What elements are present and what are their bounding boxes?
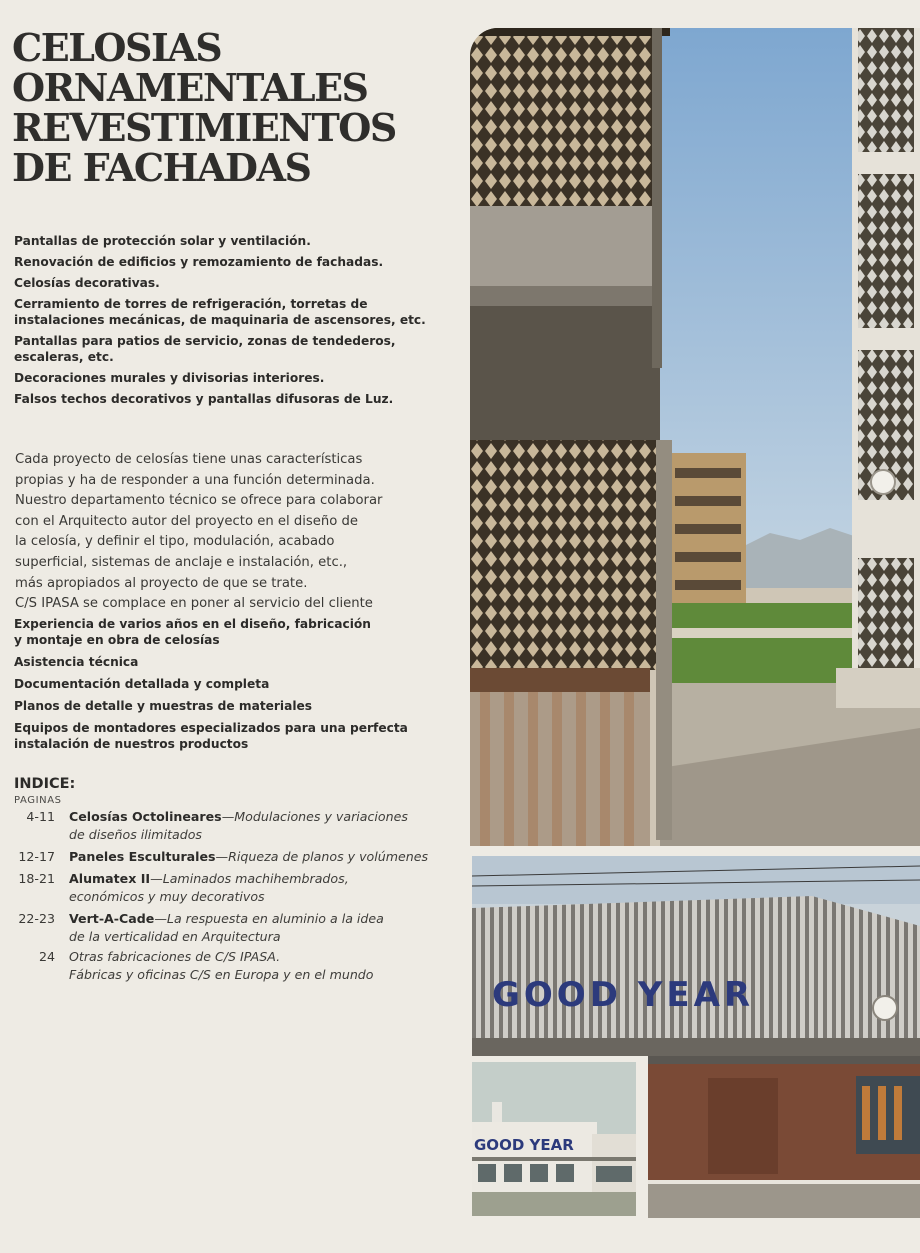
application-item: Pantallas para patios de servicio, zonas de tendederos, escaleras, etc. bbox=[14, 334, 396, 364]
toc-description-cont: de diseños ilimitados bbox=[69, 827, 202, 842]
toc-description-cont: Fábricas y oficinas C/S en Europa y en el mundo bbox=[69, 967, 374, 982]
toc-pages: 18-21 bbox=[18, 871, 55, 886]
small-storefront-sign: GOOD YEAR bbox=[474, 1136, 574, 1154]
toc-name: Alumatex II bbox=[69, 871, 151, 886]
toc-description: —Modulaciones y variaciones bbox=[221, 809, 408, 824]
storefront-sign: GOOD YEAR bbox=[492, 975, 755, 1015]
title-line: ORNAMENTALES bbox=[12, 65, 368, 110]
toc-pages: 4-11 bbox=[26, 809, 55, 824]
pages-label: PAGINAS bbox=[14, 795, 62, 806]
toc-name: Celosías Octolineares bbox=[69, 809, 222, 824]
toc-entry[interactable] bbox=[0, 808, 460, 848]
toc-pages: 12-17 bbox=[18, 849, 55, 864]
service-item: Asistencia técnica bbox=[14, 655, 139, 669]
service-item: Equipos de montadores especializados para una perfecta instalación de nuestros productos bbox=[14, 721, 408, 751]
page-title bbox=[12, 25, 396, 190]
storefront-photo bbox=[472, 856, 920, 1056]
application-item: Decoraciones murales y divisorias interiores. bbox=[14, 371, 325, 385]
title-line: CELOSIAS bbox=[12, 25, 222, 70]
toc-description: —Laminados machihembrados, bbox=[150, 871, 349, 886]
application-item: Falsos techos decorativos y pantallas difusoras de Luz. bbox=[14, 392, 394, 406]
toc-description-cont: económicos y muy decorativos bbox=[69, 889, 265, 904]
index-heading: INDICE: bbox=[14, 776, 76, 792]
toc-description: —La respuesta en aluminio a la idea bbox=[154, 911, 384, 926]
toc-pages: 24 bbox=[38, 949, 55, 964]
toc-name: Vert-A-Cade bbox=[69, 911, 155, 926]
applications-list bbox=[14, 233, 454, 412]
service-item: Experiencia de varios años en el diseño, fabricación y montaje en obra de celosías bbox=[14, 617, 371, 647]
application-item: Renovación de edificios y remozamiento de fachadas. bbox=[14, 255, 384, 269]
application-item: Celosías decorativas. bbox=[14, 276, 160, 290]
toc-entry[interactable] bbox=[0, 870, 460, 910]
title-line: REVESTIMIENTOS bbox=[12, 105, 396, 150]
toc-pages: 22-23 bbox=[18, 911, 55, 926]
toc-name: Paneles Esculturales bbox=[69, 849, 216, 864]
toc-entry[interactable] bbox=[0, 948, 460, 988]
service-station-photo bbox=[472, 1062, 636, 1216]
application-item: Cerramiento de torres de refrigeración, torretas de instalaciones mecánicas, de maquinaria de ascensores, etc. bbox=[14, 297, 426, 327]
brick-building-photo bbox=[648, 1056, 920, 1218]
application-item: Pantallas de protección solar y ventilación. bbox=[14, 234, 311, 248]
toc-entry[interactable] bbox=[0, 910, 460, 948]
toc-description-cont: de la verticalidad en Arquitectura bbox=[69, 929, 281, 944]
main-facade-photo bbox=[470, 28, 920, 846]
intro-paragraph: Cada proyecto de celosías tiene unas características propias y ha de responder a una función determinada. Nuestro departamento técnico se ofrece para colaborar con el Arquitecto autor del proyecto en el diseño de la celosía, y definir el tipo, modulación, acabado superficial, sistemas de anclaje e instalación, etc., más apropiados al proyecto de que se trate. C/S IPASA se complace en poner al servicio del cliente bbox=[15, 452, 383, 612]
title-line: DE FACHADAS bbox=[12, 145, 311, 190]
service-item: Planos de detalle y muestras de materiales bbox=[14, 699, 313, 713]
table-of-contents bbox=[0, 808, 460, 988]
service-item: Documentación detallada y completa bbox=[14, 677, 270, 691]
toc-entry[interactable] bbox=[0, 848, 460, 870]
services-list bbox=[14, 616, 454, 758]
toc-description: —Riqueza de planos y volúmenes bbox=[215, 849, 429, 864]
toc-description: Otras fabricaciones de C/S IPASA. bbox=[69, 949, 281, 964]
